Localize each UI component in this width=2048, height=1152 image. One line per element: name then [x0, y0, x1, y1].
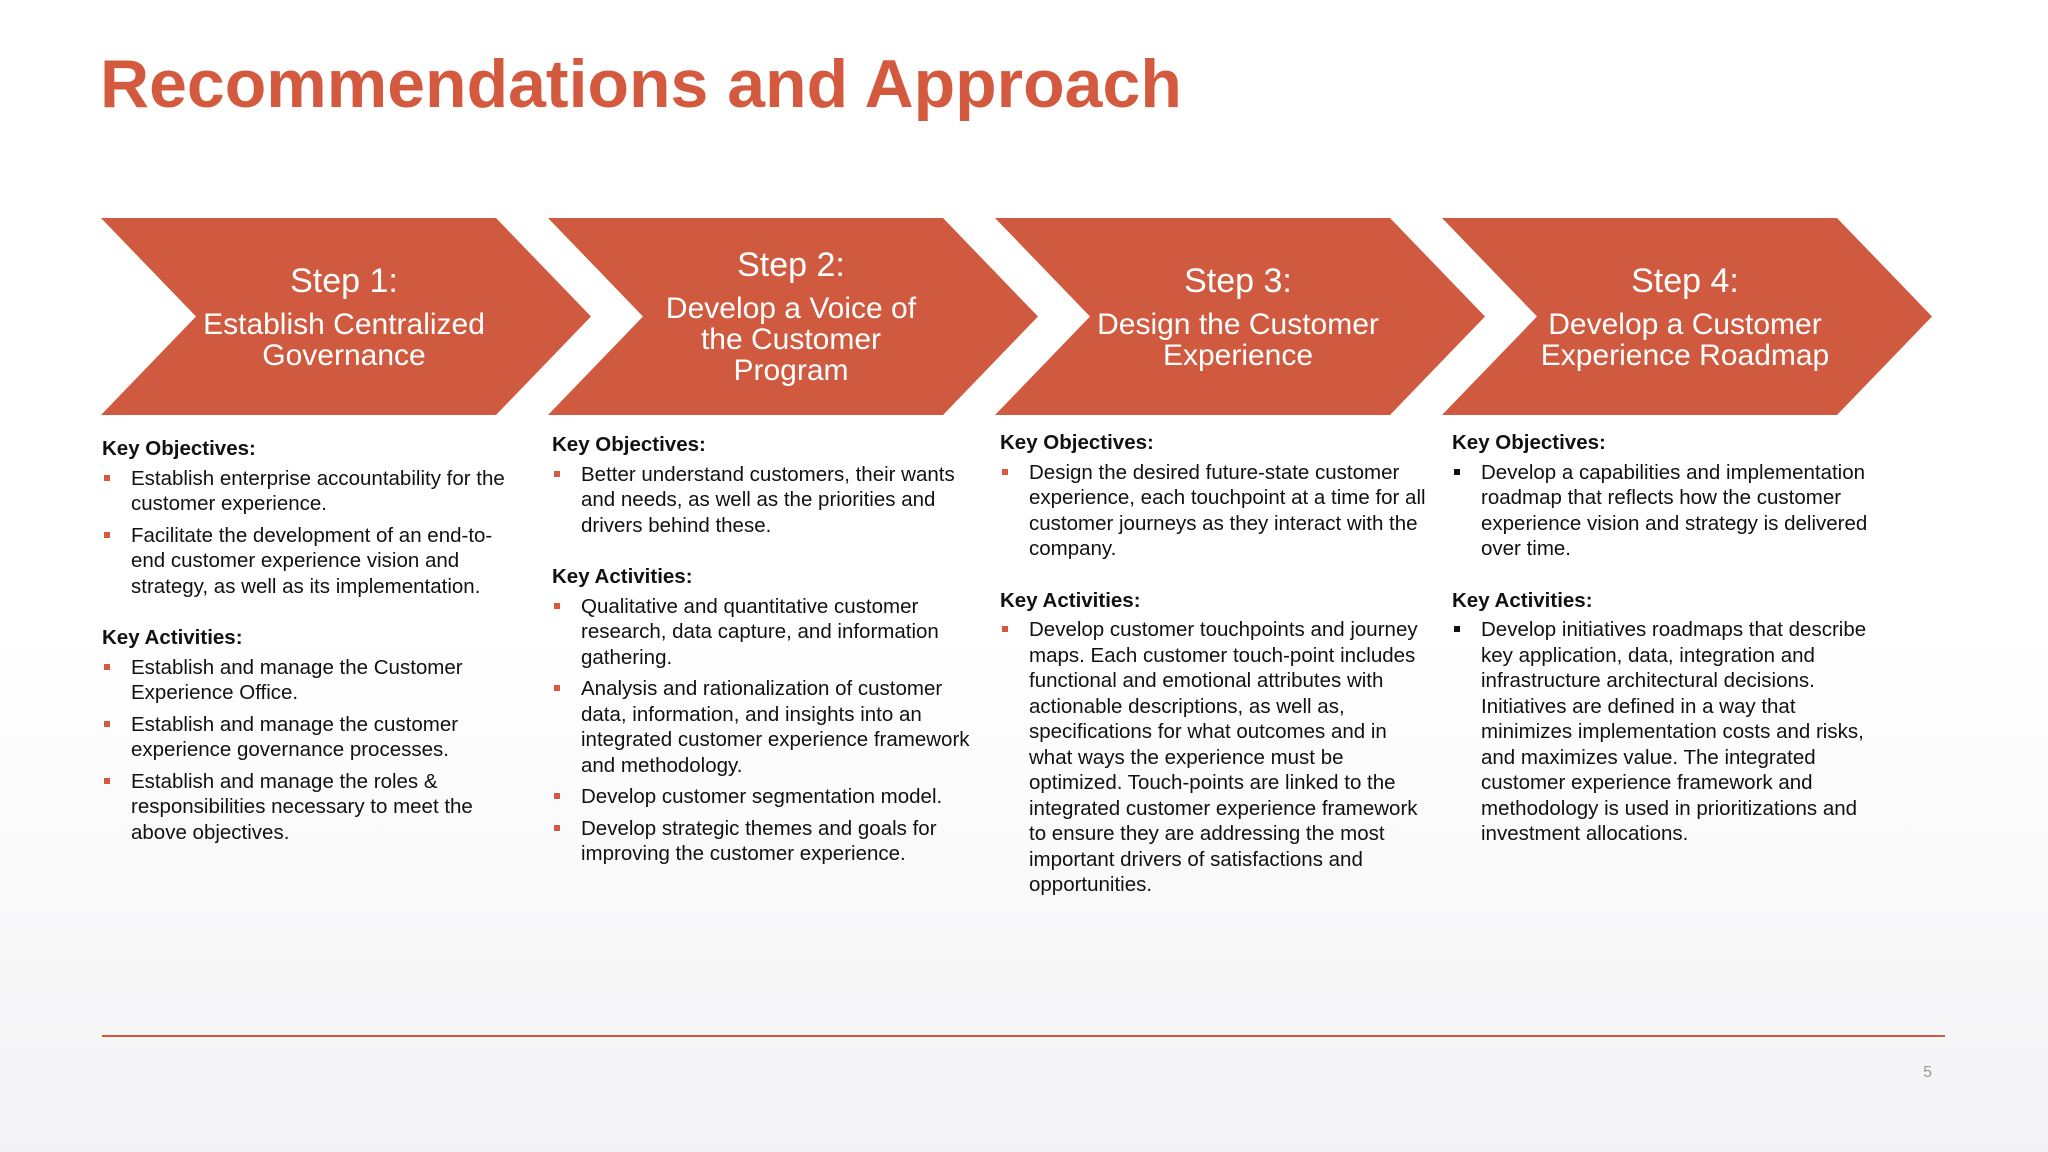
- activities-list: [102, 655, 522, 846]
- step-3-text: [1090, 218, 1386, 415]
- activities-list: [1000, 617, 1430, 898]
- bullet-icon: [1454, 469, 1460, 475]
- bullet-icon: [104, 664, 110, 670]
- list-item: Facilitate the development of an end-to-end customer experience vision and strategy, as well as its implementation.: [102, 523, 522, 600]
- objectives-list: [1452, 460, 1892, 562]
- list-item: Establish and manage the Customer Experience Office.: [102, 655, 522, 706]
- activities-list: [552, 594, 972, 867]
- bullet-icon: [554, 471, 560, 477]
- step-1-chevron: [101, 218, 591, 415]
- objectives-heading: Key Objectives:: [1452, 431, 1606, 454]
- step-4-details: [1452, 430, 1892, 853]
- bullet-icon: [554, 603, 560, 609]
- activities-heading: Key Activities:: [102, 626, 243, 649]
- bullet-icon: [104, 532, 110, 538]
- step-1-label: Step 1:: [290, 261, 398, 300]
- objectives-heading: Key Objectives:: [1000, 431, 1154, 454]
- step-1-name: Establish Centralized Governance: [203, 307, 485, 372]
- objectives-heading: Key Objectives:: [552, 433, 706, 456]
- footer-divider: [102, 1035, 1945, 1037]
- bullet-icon: [104, 721, 110, 727]
- list-item: Develop customer touchpoints and journey maps. Each customer touch-point includes functional and emotional attributes with actionable descriptions, as well as, specifications for what outcomes and in what ways the experience must be optimized. Touch-points are linked to the integrated customer experience framework to ensure they are addressing the most important drivers of satisfactions and opportunities.: [1000, 617, 1430, 898]
- page-number: 5: [1923, 1064, 1932, 1081]
- step-3-chevron: [995, 218, 1485, 415]
- list-item: Establish enterprise accountability for the customer experience.: [102, 466, 522, 517]
- list-item: Develop initiatives roadmaps that describe key application, data, integration and infrastructure architectural decisions. Initiatives are defined in a way that minimizes implementation costs and risks, and maximizes value. The integrated customer experience framework and methodology is used in prioritizations and investment allocations.: [1452, 617, 1892, 847]
- objectives-list: [102, 466, 522, 600]
- list-item: Establish and manage the customer experience governance processes.: [102, 712, 522, 763]
- bullet-icon: [554, 793, 560, 799]
- bullet-icon: [104, 778, 110, 784]
- bullet-icon: [1002, 469, 1008, 475]
- step-4-chevron: [1442, 218, 1932, 415]
- step-2-chevron: [548, 218, 1038, 415]
- bullet-icon: [1002, 626, 1008, 632]
- step-2-text: [643, 218, 939, 415]
- list-item: Establish and manage the roles & responsibilities necessary to meet the above objectives.: [102, 769, 522, 846]
- bullet-icon: [1454, 626, 1460, 632]
- step-1-details: [102, 436, 522, 851]
- list-item: Qualitative and quantitative customer research, data capture, and information gathering.: [552, 594, 972, 671]
- list-item: Develop a capabilities and implementation roadmap that reflects how the customer experience vision and strategy is delivered over time.: [1452, 460, 1892, 562]
- list-item: Develop strategic themes and goals for improving the customer experience.: [552, 816, 972, 867]
- list-item: Better understand customers, their wants and needs, as well as the priorities and drivers behind these.: [552, 462, 972, 539]
- step-4-name: Develop a Customer Experience Roadmap: [1540, 307, 1830, 372]
- step-2-label: Step 2:: [737, 246, 845, 284]
- bullet-icon: [554, 685, 560, 691]
- list-item: Analysis and rationalization of customer data, information, and insights into an integrated customer experience framework and methodology.: [552, 676, 972, 778]
- activities-heading: Key Activities:: [1452, 588, 1593, 612]
- step-1-text: [196, 218, 492, 415]
- bullet-icon: [554, 825, 560, 831]
- step-3-details: [1000, 430, 1430, 904]
- page-title: Recommendations and Approach: [100, 46, 1182, 122]
- step-4-label: Step 4:: [1631, 261, 1739, 300]
- activities-list: [1452, 617, 1892, 847]
- objectives-list: [1000, 460, 1430, 562]
- step-2-details: [552, 432, 972, 873]
- list-item: Develop customer segmentation model.: [552, 784, 972, 810]
- list-item: Design the desired future-state customer experience, each touchpoint at a time for all customer journeys as they interact with the company.: [1000, 460, 1430, 562]
- step-4-text: [1537, 218, 1833, 415]
- activities-heading: Key Activities:: [552, 565, 693, 588]
- objectives-list: [552, 462, 972, 539]
- activities-heading: Key Activities:: [1000, 588, 1141, 612]
- objectives-heading: Key Objectives:: [102, 437, 256, 460]
- bullet-icon: [104, 475, 110, 481]
- step-2-name: Develop a Voice of the Customer Program: [665, 292, 917, 387]
- step-3-label: Step 3:: [1184, 261, 1292, 300]
- step-3-name: Design the Customer Experience: [1097, 307, 1379, 372]
